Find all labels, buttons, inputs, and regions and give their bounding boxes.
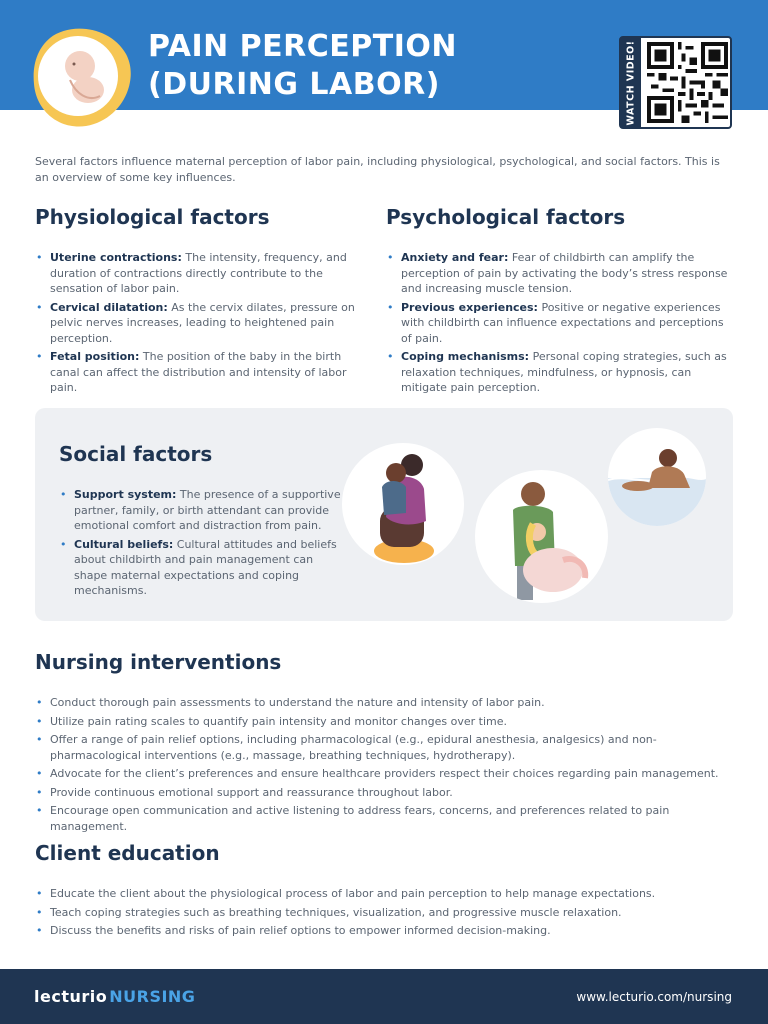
education-list xyxy=(35,886,735,942)
page-title: PAIN PERCEPTION (DURING LABOR) xyxy=(148,29,457,102)
qr-side-label: WATCH VIDEO! xyxy=(621,38,641,127)
nursing-list xyxy=(35,695,735,837)
list-item: • Anxiety and fear: Fear of childbirth can amplify the perception of pain by activating the body’s stress response and increasing muscle tension. xyxy=(386,250,731,297)
list-item: • Encourage open communication and active listening to address fears, concerns, and preferences related to pain management. xyxy=(35,803,735,834)
list-item: • Previous experiences: Positive or negative experiences with childbirth can influence expectations and perceptions of pain. xyxy=(386,300,731,347)
social-heading: Social factors xyxy=(59,442,213,466)
list-item: • Educate the client about the physiological process of labor and pain perception to help manage expectations. xyxy=(35,886,735,902)
watch-video-qr[interactable] xyxy=(619,36,732,129)
list-item: • Uterine contractions: The intensity, frequency, and duration of contractions directly contribute to the sensation of labor pain. xyxy=(35,250,360,297)
list-item: • Support system: The presence of a supportive partner, family, or birth attendant can provide emotional comfort and distraction from pain. xyxy=(59,487,341,534)
education-heading: Client education xyxy=(35,841,220,865)
list-item: • Fetal position: The position of the baby in the birth canal can affect the distribution and intensity of labor pain. xyxy=(35,349,360,396)
list-item: • Teach coping strategies such as breathing techniques, visualization, and progressive muscle relaxation. xyxy=(35,905,735,921)
psychological-list xyxy=(386,250,731,399)
list-item: • Provide continuous emotional support and reassurance throughout labor. xyxy=(35,785,735,801)
water-bath-icon xyxy=(608,428,706,526)
list-item: • Cervical dilatation: As the cervix dilates, pressure on pelvic nerves increases, leading to heightened pain perception. xyxy=(35,300,360,347)
partner-massage-icon xyxy=(475,470,608,603)
list-item: • Cultural beliefs: Cultural attitudes and beliefs about childbirth and pain management can shape maternal expectations and coping mechanisms. xyxy=(59,537,341,599)
intro-text: Several factors influence maternal perception of labor pain, including physiological, psychological, and social factors. This is an overview of some key influences. xyxy=(35,155,720,184)
lecturio-logo[interactable]: lecturio NURSING xyxy=(34,987,196,1006)
list-item: • Discuss the benefits and risks of pain relief options to empower informed decision-making. xyxy=(35,923,735,939)
social-list xyxy=(59,487,341,602)
list-item: • Utilize pain rating scales to quantify pain intensity and monitor changes over time. xyxy=(35,714,735,730)
footer-url-link[interactable]: www.lecturio.com/nursing xyxy=(576,990,732,1004)
list-item: • Offer a range of pain relief options, including pharmacological (e.g., epidural anesthesia, analgesics) and non-pharmacological interventions (e.g., massage, breathing techniques, hydrotherapy). xyxy=(35,732,735,763)
physiological-heading: Physiological factors xyxy=(35,205,270,229)
hydrotherapy-illustration xyxy=(608,428,706,526)
nursing-heading: Nursing interventions xyxy=(35,650,282,674)
couple-hugging-icon xyxy=(342,443,464,565)
list-item: • Conduct thorough pain assessments to understand the nature and intensity of labor pain. xyxy=(35,695,735,711)
partner-support-illustration xyxy=(475,470,608,603)
footer-bar xyxy=(0,969,768,1024)
qr-code-icon xyxy=(647,42,728,123)
list-item: • Coping mechanisms: Personal coping strategies, such as relaxation techniques, mindfulness, or hypnosis, can mitigate pain perception. xyxy=(386,349,731,396)
physiological-list xyxy=(35,250,360,399)
support-hug-illustration xyxy=(342,443,464,565)
psychological-heading: Psychological factors xyxy=(386,205,626,229)
fetus-logo-icon xyxy=(30,24,134,128)
list-item: • Advocate for the client’s preferences and ensure healthcare providers respect their choices regarding pain management. xyxy=(35,766,735,782)
